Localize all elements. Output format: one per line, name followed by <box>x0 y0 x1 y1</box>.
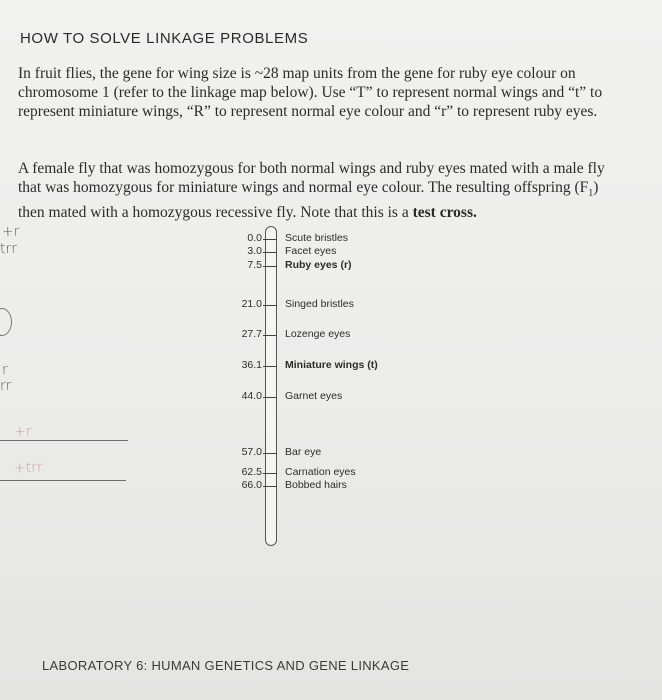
map-position: 62.5 <box>241 466 262 478</box>
map-gene-name: Bobbed hairs <box>285 479 347 491</box>
map-gene-name: Carnation eyes <box>285 466 356 478</box>
map-tick <box>263 397 277 398</box>
map-position: 7.5 <box>247 259 262 271</box>
map-position: 27.7 <box>241 328 262 340</box>
map-position: 3.0 <box>247 245 262 257</box>
map-gene-name: Lozenge eyes <box>285 328 351 340</box>
map-tick <box>263 366 277 367</box>
handwritten-note: +trr <box>13 459 44 477</box>
map-gene-name: Facet eyes <box>285 245 337 257</box>
map-tick <box>263 239 277 240</box>
problem-paragraph-2 <box>18 159 618 222</box>
map-position: 57.0 <box>241 446 262 458</box>
test-cross-term: test cross. <box>412 204 477 222</box>
page-footer: LABORATORY 6: HUMAN GENETICS AND GENE LINKAGE <box>42 658 410 673</box>
map-position: 66.0 <box>241 479 262 491</box>
handwritten-note: rr <box>0 377 12 395</box>
map-tick <box>263 473 277 474</box>
map-gene-name: Garnet eyes <box>285 390 343 402</box>
map-tick <box>263 266 277 267</box>
map-position: 21.0 <box>241 298 262 310</box>
f1-subscript: 1 <box>588 188 594 200</box>
map-tick <box>263 453 277 454</box>
map-gene-name: Ruby eyes (r) <box>285 259 352 271</box>
paragraph-2-text-a: A female fly that was homozygous for both normal wings and ruby eyes mated with a male fly that was homozygous for miniature wings and normal eye colour. The resulting offspring (F <box>18 160 605 196</box>
page-title: HOW TO SOLVE LINKAGE PROBLEMS <box>20 30 309 47</box>
handwritten-note: trr <box>0 240 18 258</box>
paragraph-2-text-b: ) then mated with a homozygous recessive fly. Note that this is a <box>18 179 599 222</box>
map-position: 36.1 <box>241 359 262 371</box>
map-gene-name: Bar eye <box>285 446 322 458</box>
map-gene-name: Miniature wings (t) <box>285 359 378 371</box>
handwritten-note: r <box>1 361 9 379</box>
problem-paragraph-1 <box>18 64 618 121</box>
map-tick <box>263 335 277 336</box>
map-tick <box>263 305 277 306</box>
map-tick <box>263 486 277 487</box>
map-gene-name: Scute bristles <box>285 232 349 244</box>
handwritten-note: +r <box>13 423 32 441</box>
paragraph-1-text: In fruit flies, the gene for wing size is ~28 map units from the gene for ruby eye colour on chromosome 1 (refer to the linkage map below). Use “T” to represent normal wings and “t” to represent miniature wings, “R” to represent normal eye colour and “r” to represent ruby eyes. <box>18 65 603 120</box>
map-gene-name: Singed bristles <box>285 298 354 310</box>
map-position: 44.0 <box>241 390 262 402</box>
handwritten-line <box>0 440 128 441</box>
handwritten-note: +r <box>1 223 20 241</box>
chromosome-bar <box>265 226 277 546</box>
map-position: 0.0 <box>247 232 262 244</box>
map-tick <box>263 252 277 253</box>
